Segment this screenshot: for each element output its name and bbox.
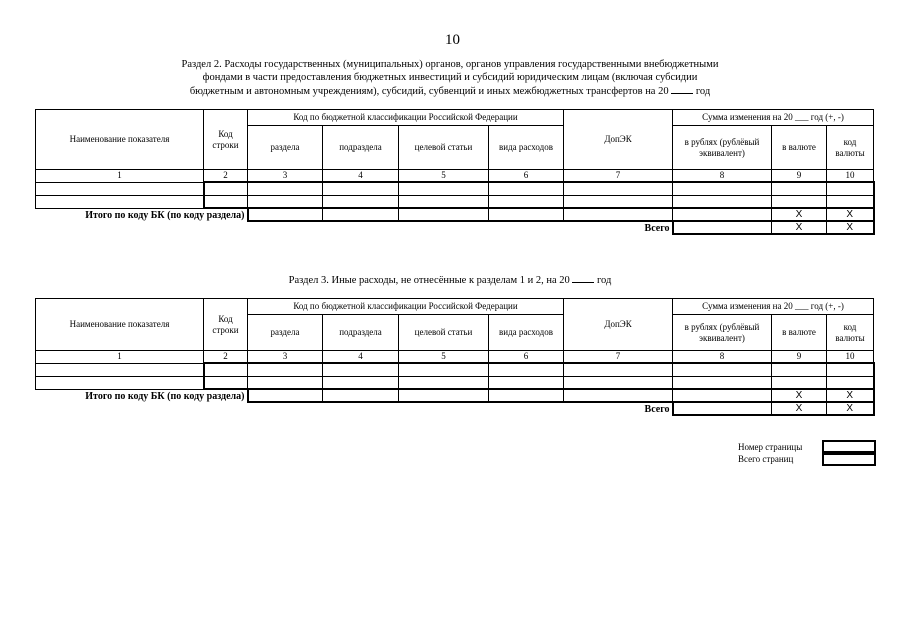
header-currency-code: код валюты — [827, 315, 874, 351]
header-currency: в валюте — [772, 126, 827, 170]
total-bk-rub[interactable] — [673, 389, 772, 402]
col-num-7: 7 — [564, 351, 673, 364]
page-number-label: Номер страницы — [738, 442, 803, 452]
total-all-label: Всего — [644, 222, 670, 234]
header-rubles: в рублях (рублёвый эквивалент) — [673, 315, 772, 351]
col-num-3: 3 — [248, 170, 323, 183]
total-bk-currency-x: X — [772, 208, 827, 221]
header-dopek: ДопЭК — [564, 110, 673, 170]
total-bk-subsection[interactable] — [323, 389, 399, 402]
cell-code[interactable] — [204, 182, 248, 195]
col-num-4: 4 — [323, 170, 399, 183]
section3-heading: Раздел 3. Иные расходы, не отнесённые к разделам 1 и 2, на 20 год — [288, 275, 612, 286]
cell-dopek[interactable] — [564, 195, 673, 208]
column-numbers-row — [36, 170, 874, 183]
header-sum-group: Сумма изменения на 20 ___ год (+, -) — [673, 299, 874, 315]
header-subsection: подраздела — [323, 315, 399, 351]
cell-subsection[interactable] — [323, 182, 399, 195]
total-all-row — [36, 402, 874, 415]
total-pages-label: Всего страниц — [738, 454, 794, 464]
cell-subsection[interactable] — [323, 195, 399, 208]
col-num-1: 1 — [36, 351, 204, 364]
col-num-9: 9 — [772, 351, 827, 364]
section3-table — [35, 298, 875, 416]
header-expense-type: вида расходов — [489, 315, 564, 351]
cell-code[interactable] — [204, 363, 248, 376]
col-num-3: 3 — [248, 351, 323, 364]
col-num-8: 8 — [673, 170, 772, 183]
section2-heading-line2: фондами в части предоставления бюджетных инвестиций и субсидий юридическим лицам (включая субсидии — [202, 72, 698, 83]
cell-section[interactable] — [248, 195, 323, 208]
header-bk-group: Код по бюджетной классификации Российской Федерации — [248, 299, 564, 315]
col-num-1: 1 — [36, 170, 204, 183]
col-num-2: 2 — [204, 170, 248, 183]
table-row — [36, 195, 874, 208]
header-indicator-name: Наименование показателя — [36, 299, 204, 351]
header-subsection: подраздела — [323, 126, 399, 170]
header-expense-type: вида расходов — [489, 126, 564, 170]
cell-currency[interactable] — [772, 376, 827, 389]
col-num-7: 7 — [564, 170, 673, 183]
cell-section[interactable] — [248, 376, 323, 389]
header-rubles: в рублях (рублёвый эквивалент) — [673, 126, 772, 170]
total-bk-row — [36, 208, 874, 221]
cell-currency[interactable] — [772, 363, 827, 376]
cell-dopek[interactable] — [564, 363, 673, 376]
col-num-5: 5 — [399, 170, 489, 183]
column-numbers-row — [36, 351, 874, 364]
total-bk-row — [36, 389, 874, 402]
total-bk-section[interactable] — [248, 208, 323, 221]
section2-heading — [150, 58, 750, 98]
cell-currency-code[interactable] — [827, 363, 874, 376]
total-bk-section[interactable] — [248, 389, 323, 402]
cell-subsection[interactable] — [323, 376, 399, 389]
header-section: раздела — [248, 315, 323, 351]
total-bk-currency-code-x: X — [827, 208, 874, 221]
cell-section[interactable] — [248, 363, 323, 376]
col-num-5: 5 — [399, 351, 489, 364]
cell-name[interactable] — [36, 182, 204, 195]
header-target-article: целевой статьи — [399, 126, 489, 170]
cell-dopek[interactable] — [564, 376, 673, 389]
page-count-box — [738, 441, 822, 465]
col-num-4: 4 — [323, 351, 399, 364]
header-row-code: Код строки — [204, 299, 248, 351]
header-bk-group: Код по бюджетной классификации Российской Федерации — [248, 110, 564, 126]
total-all-currency-code-x: X — [827, 402, 874, 415]
col-num-2: 2 — [204, 351, 248, 364]
cell-rub[interactable] — [673, 376, 772, 389]
header-indicator-name: Наименование показателя — [36, 110, 204, 170]
cell-target[interactable] — [399, 376, 489, 389]
col-num-8: 8 — [673, 351, 772, 364]
header-dopek: ДопЭК — [564, 299, 673, 351]
col-num-10: 10 — [827, 351, 874, 364]
cell-expense[interactable] — [489, 182, 564, 195]
total-all-currency-code-x: X — [827, 221, 874, 234]
cell-rub[interactable] — [673, 195, 772, 208]
cell-expense[interactable] — [489, 376, 564, 389]
total-all-currency-x: X — [772, 221, 827, 234]
total-pages-field[interactable] — [822, 451, 876, 466]
cell-name[interactable] — [36, 195, 204, 208]
cell-section[interactable] — [248, 182, 323, 195]
total-all-currency-x: X — [772, 402, 827, 415]
cell-currency[interactable] — [772, 182, 827, 195]
page-number: 10 — [445, 32, 460, 48]
total-bk-subsection[interactable] — [323, 208, 399, 221]
cell-dopek[interactable] — [564, 182, 673, 195]
header-target-article: целевой статьи — [399, 315, 489, 351]
total-bk-target[interactable] — [399, 389, 489, 402]
cell-currency-code[interactable] — [827, 195, 874, 208]
cell-name[interactable] — [36, 376, 204, 389]
cell-code[interactable] — [204, 195, 248, 208]
cell-target[interactable] — [399, 182, 489, 195]
total-bk-label: Итого по коду БК (по коду раздела) — [85, 209, 245, 221]
table-row — [36, 376, 874, 389]
cell-currency-code[interactable] — [827, 182, 874, 195]
col-num-6: 6 — [489, 351, 564, 364]
total-all-row — [36, 221, 874, 234]
cell-currency-code[interactable] — [827, 376, 874, 389]
total-bk-currency-x: X — [772, 389, 827, 402]
cell-subsection[interactable] — [323, 363, 399, 376]
header-row-code: Код строки — [204, 110, 248, 170]
section2-heading-line1: Раздел 2. Расходы государственных (муниципальных) органов, органов управления государственными внебюджетными — [181, 59, 719, 70]
header-section: раздела — [248, 126, 323, 170]
total-all-label: Всего — [644, 403, 670, 415]
total-bk-dopek[interactable] — [564, 208, 673, 221]
total-bk-currency-code-x: X — [827, 389, 874, 402]
table-row — [36, 363, 874, 376]
col-num-9: 9 — [772, 170, 827, 183]
col-num-6: 6 — [489, 170, 564, 183]
total-bk-rub[interactable] — [673, 208, 772, 221]
total-all-rub[interactable] — [673, 402, 772, 415]
header-currency: в валюте — [772, 315, 827, 351]
cell-rub[interactable] — [673, 182, 772, 195]
total-bk-expense[interactable] — [489, 389, 564, 402]
cell-expense[interactable] — [489, 363, 564, 376]
col-num-10: 10 — [827, 170, 874, 183]
header-currency-code: код валюты — [827, 126, 874, 170]
table-row — [36, 182, 874, 195]
total-bk-target[interactable] — [399, 208, 489, 221]
section2-heading-line3: бюджетным и автономным учреждениям), субсидий, субвенций и иных межбюджетных трансфертов на 20 год — [189, 86, 711, 97]
cell-name[interactable] — [36, 363, 204, 376]
cell-currency[interactable] — [772, 195, 827, 208]
cell-target[interactable] — [399, 195, 489, 208]
header-sum-group: Сумма изменения на 20 ___ год (+, -) — [673, 110, 874, 126]
total-bk-dopek[interactable] — [564, 389, 673, 402]
total-bk-label: Итого по коду БК (по коду раздела) — [85, 390, 245, 402]
cell-expense[interactable] — [489, 195, 564, 208]
cell-target[interactable] — [399, 363, 489, 376]
section2-table — [35, 109, 875, 235]
total-all-rub[interactable] — [673, 221, 772, 234]
cell-code[interactable] — [204, 376, 248, 389]
total-bk-expense[interactable] — [489, 208, 564, 221]
cell-rub[interactable] — [673, 363, 772, 376]
